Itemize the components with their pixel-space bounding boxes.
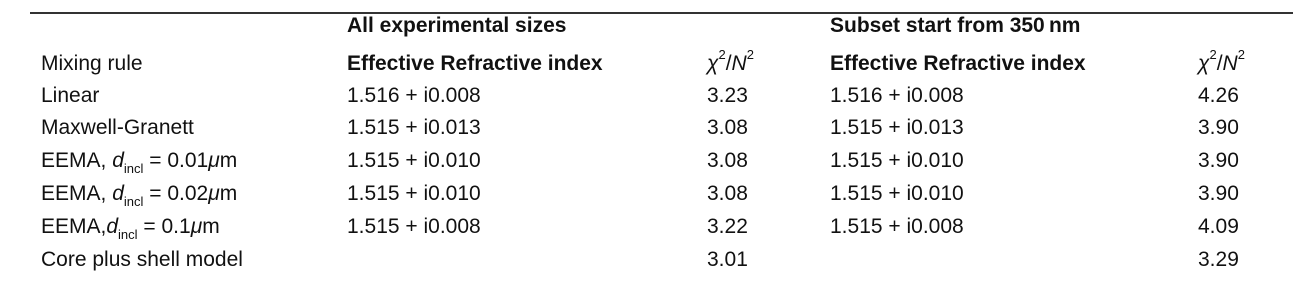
row-ri-subset: 1.515 + i0.008 [830, 215, 964, 238]
row-ri-subset: 1.515 + i0.010 [830, 149, 964, 172]
row-ri-subset: 1.515 + i0.010 [830, 182, 964, 205]
row-rule: Core plus shell model [41, 248, 243, 271]
row-chi-subset: 3.90 [1198, 149, 1239, 172]
row-ri-all: 1.515 + i0.010 [347, 149, 481, 172]
col-header-ri-subset: Effective Refractive index [830, 52, 1086, 75]
row-rule: EEMA, $d_{incl} = 0.01\mu m$ [41, 149, 238, 177]
row-ri-subset: 1.516 + i0.008 [830, 84, 964, 107]
row-chi-all: 3.23 [707, 84, 748, 107]
col-header-chi-subset: $\chi^2/N^2$ [1198, 47, 1245, 75]
row-chi-subset: 3.90 [1198, 182, 1239, 205]
row-rule: EEMA, $d_{incl} = 0.02\mu m$ [41, 182, 238, 210]
row-chi-all: 3.08 [707, 182, 748, 205]
row-ri-all: 1.515 + i0.010 [347, 182, 481, 205]
row-chi-all: 3.22 [707, 215, 748, 238]
row-rule: Linear [41, 84, 100, 107]
row-ri-all: 1.515 + i0.013 [347, 116, 481, 139]
table-top-rule [30, 12, 1293, 14]
row-rule: $EEMA,d_{incl} = 0.1\mu m$ [41, 215, 220, 243]
row-ri-subset: 1.515 + i0.013 [830, 116, 964, 139]
row-chi-all: 3.08 [707, 149, 748, 172]
row-rule: Maxwell-Granett [41, 116, 194, 139]
col-header-mixing-rule: Mixing rule [41, 52, 143, 75]
row-chi-all: 3.08 [707, 116, 748, 139]
col-header-ri-all: Effective Refractive index [347, 52, 603, 75]
row-ri-all: 1.515 + i0.008 [347, 215, 481, 238]
row-ri-all: 1.516 + i0.008 [347, 84, 481, 107]
row-chi-subset: 3.29 [1198, 248, 1239, 271]
row-chi-all: 3.01 [707, 248, 748, 271]
group-header-subset: Subset start from 350 nm [830, 14, 1081, 37]
row-chi-subset: 4.26 [1198, 84, 1239, 107]
group-header-all-sizes: All experimental sizes [347, 14, 567, 37]
row-chi-subset: 4.09 [1198, 215, 1239, 238]
col-header-chi-all: $\chi^2/N^2$ [707, 47, 754, 75]
row-chi-subset: 3.90 [1198, 116, 1239, 139]
